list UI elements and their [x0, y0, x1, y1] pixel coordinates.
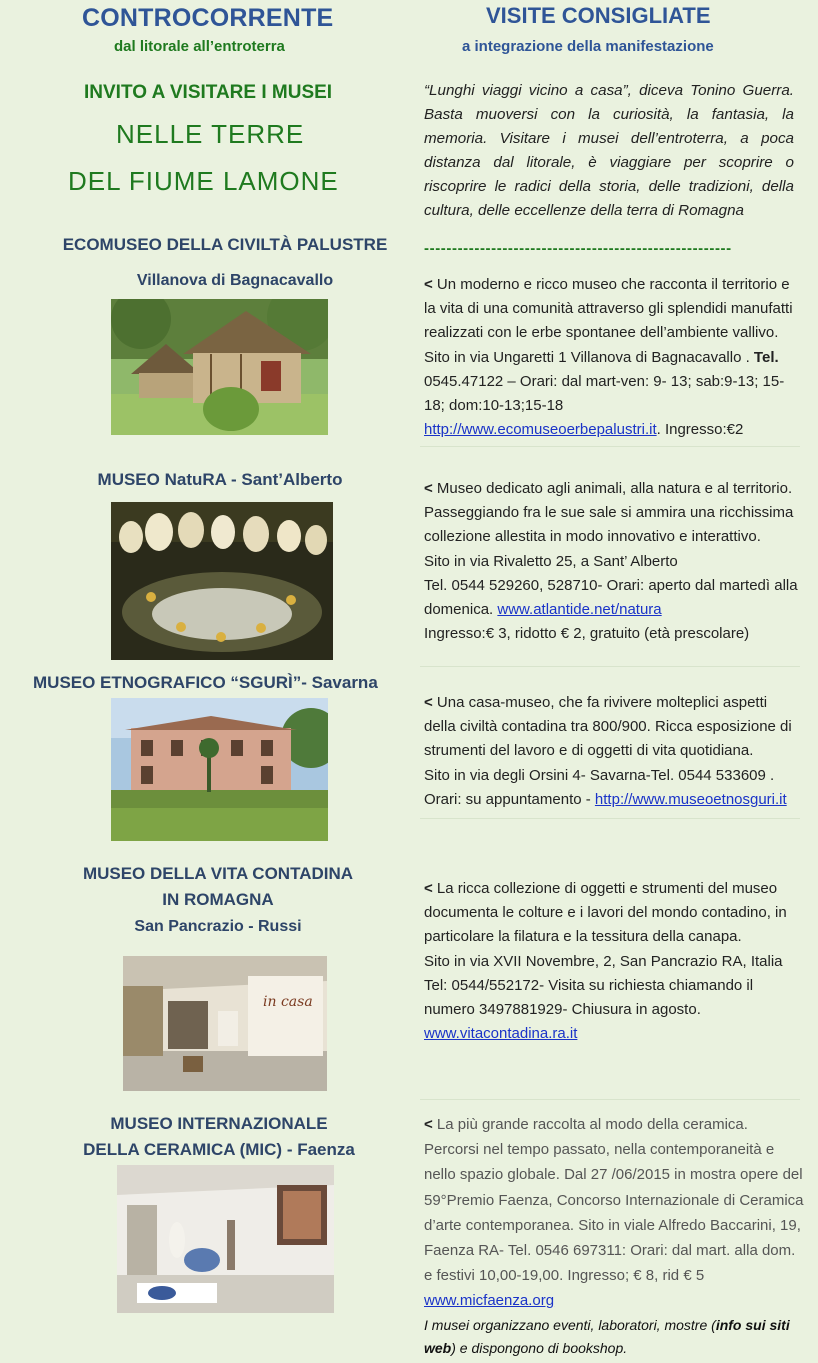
invito-heading: INVITO A VISITARE I MUSEI — [84, 82, 333, 103]
bullet-marker: < — [424, 276, 433, 293]
intro-paragraph: “Lunghi viaggi vicino a casa”, diceva Tonino Guerra. Basta muoversi con la curiosità, la fantasia, la memoria. Visitare i musei dell’entroterra, a poca distanza dal litorale, è viaggiare per scoprire o riscoprire le radici della storia, delle tradizioni, della cultura, delle eccellenze della terra di Romagna — [424, 82, 794, 219]
contadina-address: Sito in via XVII Novembre, 2, San Pancrazio RA, Italia Tel: 0544/552172- Visita su richiesta chiamando il numero 3497881929- Chiusura in agosto. — [424, 952, 783, 1019]
ecomuseo-photo — [111, 299, 328, 435]
contadina-photo — [123, 956, 327, 1091]
ecomuseo-location: Villanova di Bagnacavallo — [136, 272, 334, 289]
sguri-description — [424, 691, 802, 812]
divider — [420, 1099, 800, 1100]
sguri-text: Una casa-museo, che fa rivivere molteplici aspetti della civiltà contadina tra 800/900. Ricca esposizione di strumenti del lavoro e di oggetti di vita quotidiana. — [424, 694, 792, 760]
right-title: VISITE CONSIGLIATE — [486, 3, 711, 28]
ecomuseo-ingresso: . Ingresso:€2 — [656, 421, 744, 439]
sguri-address: Sito in via degli Orsini 4- Savarna-Tel. 0544 533609 . — [424, 766, 775, 784]
contadina-text: La ricca collezione di oggetti e strumenti del museo documenta le colture e i lavori del mondo contadino, in particolare la filatura e la tessitura della canapa. — [424, 880, 787, 946]
sguri-photo — [111, 698, 328, 841]
note-text: I musei organizzano eventi, laboratori, mostre ( — [424, 1317, 716, 1333]
mic-link[interactable]: www.micfaenza.org — [424, 1292, 555, 1310]
divider — [420, 666, 800, 667]
natura-ingresso: Ingresso:€ 3, ridotto € 2, gratuito (età prescolare) — [424, 625, 750, 643]
mic-title-1: MUSEO INTERNAZIONALE — [110, 1114, 328, 1133]
sguri-link[interactable]: http://www.museoetnosguri.it — [594, 790, 787, 808]
right-subtitle: a integrazione della manifestazione — [462, 38, 714, 55]
mic-text: La più grande raccolta al modo della ceramica. Percorsi nel tempo passato, nella contemporaneità e nello spazio globale. Dal 27 /06/2015 in mostra opere del 59°Premio Faenza, Concorso Internazionale di Ceramica d’arte contemporanea. Sito in viale Alfredo Baccarini, 19, Faenza RA- Tel. 0546 697311: Orari: dal mart. alla dom. e festivi 10,00-19,00. Ingresso; € 8, rid € 5 — [424, 1116, 804, 1285]
natura-text: Museo dedicato agli animali, alla natura e al territorio. Passeggiando fra le sue sale si ammira una ricchissima collezione allestita in modo innovativo e interattivo. — [424, 480, 794, 546]
bullet-marker: < — [424, 480, 433, 497]
museums-note — [424, 1314, 804, 1360]
bullet-marker: < — [424, 1116, 433, 1133]
mic-title-2: DELLA CERAMICA (MIC) - Faenza — [83, 1140, 355, 1159]
mic-description — [424, 1112, 804, 1314]
left-title: CONTROCORRENTE — [82, 4, 334, 32]
bullet-marker: < — [424, 694, 433, 711]
note-text-end: ) e dispongono di bookshop. — [451, 1340, 628, 1356]
fiume-lamone-heading: DEL FIUME LAMONE — [68, 166, 339, 196]
natura-description — [424, 477, 804, 646]
contadina-title-2: IN ROMAGNA — [162, 890, 274, 909]
natura-link[interactable]: www.atlantide.net/natura — [497, 601, 662, 619]
note-bold: info sui siti web — [424, 1317, 790, 1356]
natura-address: Sito in via Rivaletto 25, a Sant’ Alberto — [424, 552, 678, 570]
bullet-marker: < — [424, 880, 433, 897]
natura-hours: Tel. 0544 529260, 528710- Orari: aperto dal martedì alla domenica. — [424, 576, 798, 619]
ecomuseo-title: ECOMUSEO DELLA CIVILTÀ PALUSTRE — [62, 235, 388, 254]
contadina-title-1: MUSEO DELLA VITA CONTADINA — [82, 864, 354, 883]
tel-label: Tel. — [753, 348, 779, 366]
natura-title: MUSEO NatuRA - Sant’Alberto — [97, 470, 343, 489]
divider — [420, 446, 800, 447]
intro-divider: ------------------------------------------------------- — [424, 240, 732, 257]
natura-photo — [111, 502, 333, 660]
ecomuseo-text: Un moderno e ricco museo che racconta il territorio e la vita di una comunità attraverso gli splendidi manufatti realizzati con le erbe spontanee dell’ambiente vallivo. Sito in via Ungaretti 1 Villanova di Bagnacavallo . — [424, 276, 793, 366]
left-subtitle: dal litorale all’entroterra — [114, 38, 285, 55]
nelle-terre-heading: NELLE TERRE — [116, 119, 305, 149]
ecomuseo-link[interactable]: http://www.ecomuseoerbepalustri.it — [424, 421, 657, 439]
ecomuseo-description — [424, 273, 796, 442]
sguri-title: MUSEO ETNOGRAFICO “SGURÌ”- Savarna — [33, 673, 378, 692]
svg-text:in casa: in casa — [263, 994, 313, 1010]
divider — [420, 818, 800, 819]
contadina-description — [424, 877, 804, 1046]
ecomuseo-hours: 0545.47122 – Orari: dal mart-ven: 9- 13; sab:9-13; 15-18; dom:10-13;15-18 — [424, 372, 785, 415]
contadina-link[interactable]: www.vitacontadina.ra.it — [424, 1025, 578, 1043]
contadina-location: San Pancrazio - Russi — [134, 918, 302, 935]
mic-photo — [117, 1165, 334, 1313]
sguri-hours: Orari: su appuntamento - — [424, 790, 595, 808]
